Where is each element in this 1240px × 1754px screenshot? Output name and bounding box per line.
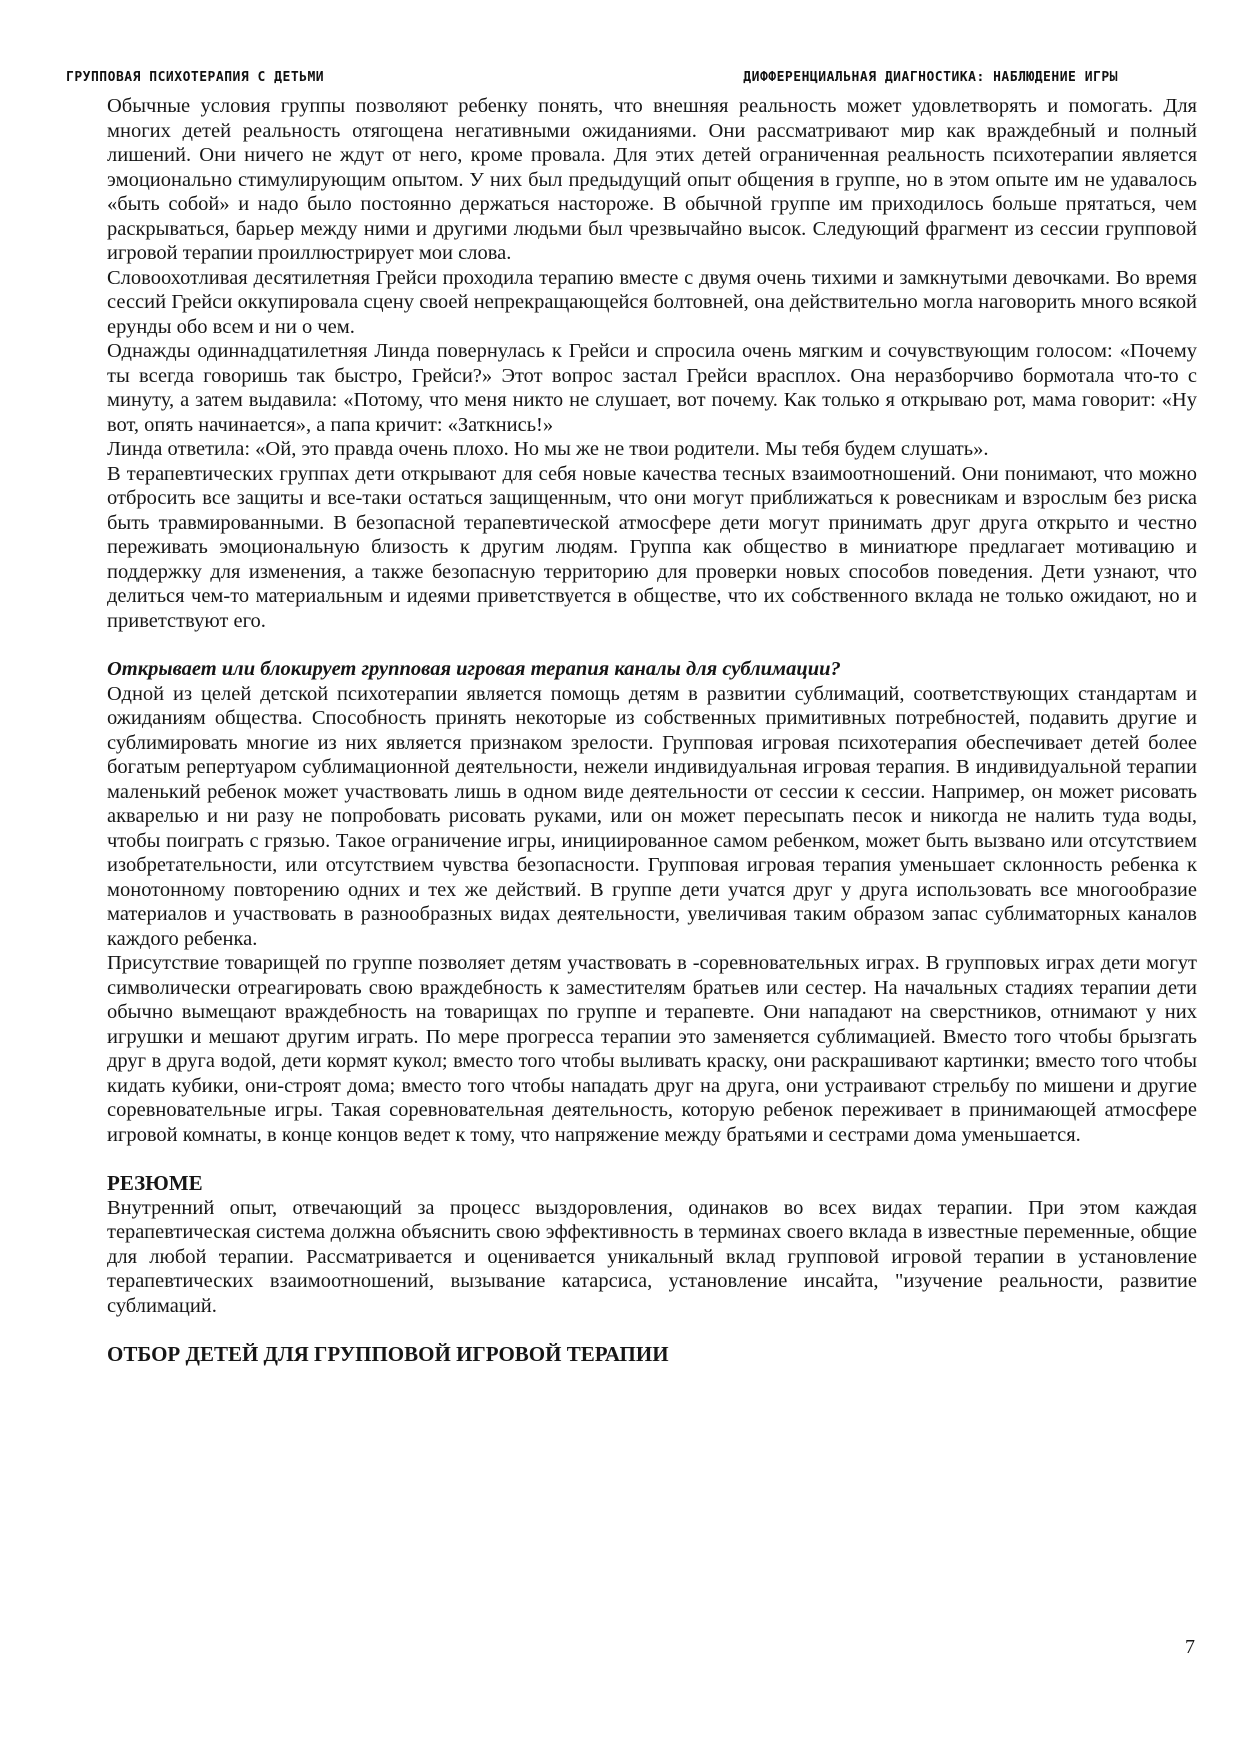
paragraph: Обычные условия группы позволяют ребенку понять, что внешняя реальность может удовлетворять и помогать. Для многих детей реальность отягощена негативными ожиданиями. Они рассматривают мир как враждебный и полный лишений. Они ничего не ждут от него, кроме провала. Для этих детей ограниченная реальность психотерапии является эмоционально стимулирующим опытом. У них был предыдущий опыт общения в группе, но в этом опыте им не удавалось «быть собой» и надо было постоянно держаться настороже. В обычной группе им приходилось больше прятаться, чем раскрываться, барьер между ними и другими людьми был чрезвычайно высок. Следующий фрагмент из сессии групповой игровой терапии проиллюстрирует мои слова. (107, 95, 1197, 264)
running-header-right: ДИФФЕРЕНЦИАЛЬНАЯ ДИАГНОСТИКА: НАБЛЮДЕНИЕ ИГРЫ (743, 70, 1118, 85)
paragraph: Словоохотливая десятилетняя Грейси проходила терапию вместе с двумя очень тихими и замкнутыми девочками. Во время сессий Грейси оккупировала сцену своей непрекращающейся болтовней, она действительно могла наговорить много всякой ерунды обо всем и ни о чем. (107, 266, 1197, 338)
paragraph: Однажды одиннадцатилетняя Линда повернулась к Грейси и спросила очень мягким и сочувствующим голосом: «Почему ты всегда говоришь так быстро, Грейси?» Этот вопрос застал Грейси врасплох. Она неразборчиво бормотала что-то с минуту, а затем выдавила: «Потому, что меня никто не слушает, вот почему. Как только я открываю рот, мама говорит: «Ну вот, опять начинается», а папа кричит: «Заткнись!» (107, 340, 1197, 436)
paragraph: В терапевтических группах дети открывают для себя новые качества тесных взаимоотношений. Они понимают, что можно отбросить все защиты и все-таки остаться защищенным, что они могут приближаться к ровесникам и взрослым без риска быть травмированными. В безопасной терапевтической атмосфере дети могут принимать друг друга открыто и честно переживать эмоциональную близость к другим людям. Группа как общество в миниатюре предлагает мотивацию и поддержку для изменения, а также безопасную территорию для проверки новых способов поведения. Дети узнают, что делиться чем-то материальным и идеями приветствуется в обществе, что их собственного вклада не только ожидают, но и приветствуют его. (107, 462, 1197, 632)
paragraph: Одной из целей детской психотерапии является помощь детям в развитии сублимаций, соответствующих стандартам и ожиданиям общества. Способность принять некоторые из собственных примитивных потребностей, подавить другие и сублимировать многие из них является признаком зрелости. Групповая игровая психотерапия обеспечивает детей более богатым репертуаром сублимационной деятельности, нежели индивидуальная игровая терапия. В индивидуальной терапии маленький ребенок может участвовать лишь в одном виде деятельности от сессии к сессии. Например, он может рисовать акварелью и ни разу не попробовать рисовать руками, или он может пересыпать песок и никогда не налить туда воды, чтобы поиграть с грязью. Такое ограничение игры, инициированное самом ребенком, может быть вызвано или отсутствием изобретательности, или отсутствием чувства безопасности. Групповая игровая терапия уменьшает склонность ребенка к монотонному повторению одних и тех же действий. В группе дети учатся друг у друга использовать все многообразие материалов и участвовать в разнообразных видах деятельности, увеличивая таким образом запас сублиматорных каналов каждого ребенка. (107, 682, 1197, 950)
running-header-left: ГРУППОВАЯ ПСИХОТЕРАПИЯ С ДЕТЬМИ (66, 70, 325, 85)
page-number: 7 (1185, 1636, 1195, 1658)
paragraph: Присутствие товарищей по группе позволяет детям участвовать в -соревновательных играх. В групповых играх дети могут символически отреагировать свою враждебность к заместителям братьев или сестер. На начальных стадиях терапии дети обычно вымещают враждебность на товарищах по группе и терапевте. Они нападают на сверстников, отнимают у них игрушки и мешают другим играть. По мере прогресса терапии это заменяется сублимацией. Вместо того чтобы брызгать друг в друга водой, дети кормят кукол; вместо того чтобы выливать краску, они раскрашивают картинки; вместо того чтобы кидать кубики, они-строят дома; вместо того чтобы нападать друг на друга, они устраивают стрельбу по мишени и другие соревновательные игры. Такая соревновательная деятельность, которую ребенок переживает в принимающей атмосфере игровой комнаты, в конце концов ведет к тому, что напряжение между братьями и сестрами дома уменьшается. (107, 952, 1197, 1146)
section-heading-selection: ОТБОР ДЕТЕЙ ДЛЯ ГРУППОВОЙ ИГРОВОЙ ТЕРАПИИ (107, 1342, 669, 1366)
section-heading-summary: РЕЗЮМЕ (107, 1171, 203, 1195)
body-text (107, 94, 1197, 1367)
section-heading-sublimation: Открывает или блокирует групповая игровая терапия каналы для сублимации? (107, 658, 841, 680)
summary-paragraph: Внутренний опыт, отвечающий за процесс выздоровления, одинаков во всех видах терапии. При этом каждая терапевтическая система должна объяснить свою эффективность в терминах своего вклада в известные переменные, общие для любой терапии. Рассматривается и оценивается уникальный вклад групповой игровой терапии в установление терапевтических взаимоотношений, вызывание катарсиса, установление инсайта, "изучение реальности, развитие сублимаций. (107, 1196, 1197, 1317)
paragraph: Линда ответила: «Ой, это правда очень плохо. Но мы же не твои родители. Мы тебя будем слушать». (107, 438, 989, 460)
